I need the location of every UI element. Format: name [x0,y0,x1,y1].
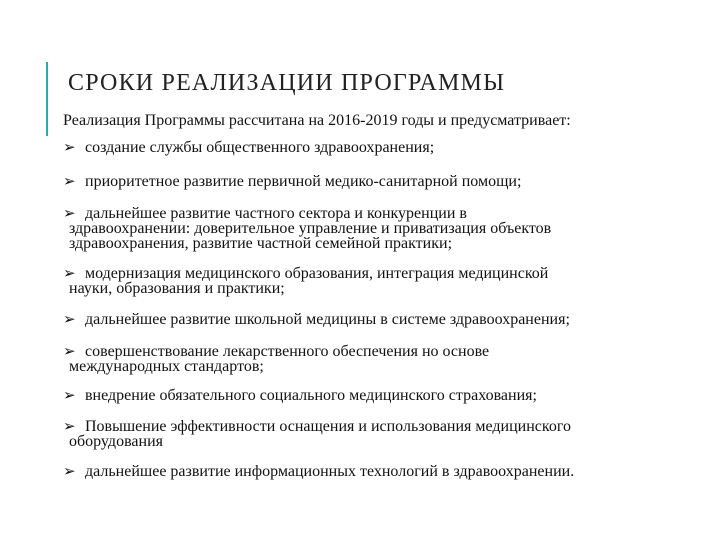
slide-intro: Реализация Программы рассчитана на 2016-2019 годы и предусматривает: [63,112,571,129]
list-item [63,174,713,189]
list-item-text: дальнейшее развитие информационных технологий в здравоохранении. [85,463,575,480]
arrow-bullet-icon: ➢ [63,462,76,480]
list-item-text: создание службы общественного здравоохранения; [85,139,435,156]
slide-title: СРОКИ РЕАЛИЗАЦИИ ПРОГРАММЫ [68,70,506,96]
list-item-text: дальнейшее развитие частного сектора и конкуренции в [85,205,467,222]
list-item-text: совершенствование лекарственного обеспечения но основе [85,343,490,360]
arrow-bullet-icon: ➢ [63,138,76,156]
list-item-text: приоритетное развитие первичной медико-санитарной помощи; [85,173,522,190]
list-item-text: внедрение обязательного социального медицинского страхования; [85,387,537,404]
list-item-text-continued: науки, образования и практики; [69,280,285,297]
list-item [63,464,713,479]
list-item [63,388,713,403]
title-accent-bar [46,62,48,136]
list-item-text: модернизация медицинского образования, интеграция медицинской [85,265,549,282]
list-item-text: Повышение эффективности оснащения и использования медицинского [85,418,572,435]
list-item-text-continued: международных стандартов; [69,358,264,375]
list-item [63,206,713,251]
arrow-bullet-icon: ➢ [63,386,76,404]
arrow-bullet-icon: ➢ [63,342,76,360]
list-item [63,419,713,449]
arrow-bullet-icon: ➢ [63,264,76,282]
list-item [63,344,713,374]
list-item-text-continued: оборудования [69,433,163,450]
arrow-bullet-icon: ➢ [63,417,76,435]
list-item-text-continued: здравоохранения, развитие частной семейной практики; [69,235,453,252]
list-item [63,312,713,327]
arrow-bullet-icon: ➢ [63,172,76,190]
list-item-text-continued: здравоохранении: доверительное управление и приватизация объектов [69,220,552,237]
list-item [63,140,713,155]
list-item-text: дальнейшее развитие школьной медицины в системе здравоохранения; [85,311,570,328]
arrow-bullet-icon: ➢ [63,204,76,222]
list-item [63,266,713,296]
arrow-bullet-icon: ➢ [63,310,76,328]
